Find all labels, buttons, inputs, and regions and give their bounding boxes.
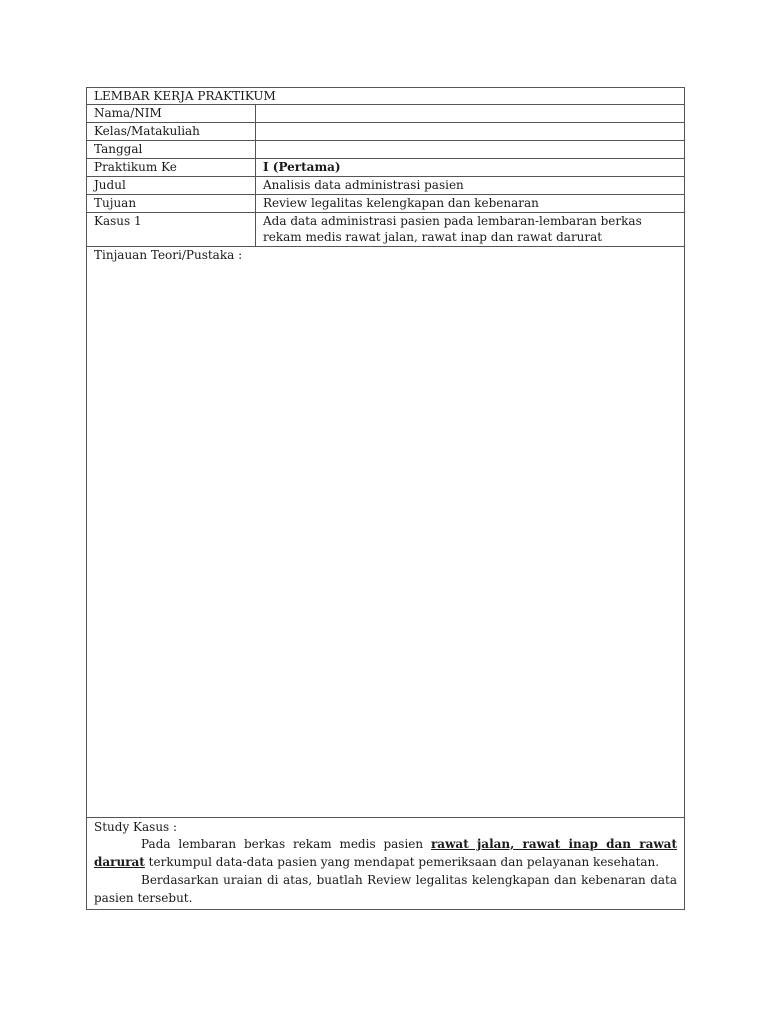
row-label: Kasus 1 — [87, 213, 256, 247]
row-value — [256, 141, 685, 159]
row-label: Kelas/Matakuliah — [87, 123, 256, 141]
study-p2-text: Berdasarkan uraian di atas, buatlah Review legalitas kelengkapan dan kebenaran data pasien tersebut. — [94, 873, 678, 905]
worksheet-title: LEMBAR KERJA PRAKTIKUM — [87, 88, 685, 105]
table-row — [87, 213, 685, 247]
study-p1-text-end: terkumpul data-data pasien yang mendapat pemeriksaan dan pelayanan kesehatan. — [144, 855, 660, 869]
row-value: Analisis data administrasi pasien — [256, 177, 685, 195]
theory-section — [87, 247, 685, 818]
worksheet-header-row — [87, 88, 685, 105]
study-p1-emphasis: rawat jalan, rawat inap dan rawat darurat — [94, 837, 677, 869]
row-value: I (Pertama) — [256, 159, 685, 177]
row-value — [256, 123, 685, 141]
theory-label: Tinjauan Teori/Pustaka : — [94, 248, 243, 262]
table-row — [87, 159, 685, 177]
row-value — [256, 105, 685, 123]
table-row — [87, 123, 685, 141]
study-row — [87, 818, 685, 910]
study-paragraph-1 — [94, 835, 677, 871]
theory-row — [87, 247, 685, 818]
table-row — [87, 105, 685, 123]
row-label: Nama/NIM — [87, 105, 256, 123]
row-label: Tanggal — [87, 141, 256, 159]
table-row — [87, 195, 685, 213]
study-title: Study Kasus : — [94, 820, 178, 834]
study-paragraph-2 — [94, 871, 677, 907]
row-label: Praktikum Ke — [87, 159, 256, 177]
row-value: Ada data administrasi pasien pada lembaran-lembaran berkas rekam medis rawat jalan, rawat inap dan rawat darurat — [256, 213, 685, 247]
table-row — [87, 141, 685, 159]
row-label: Judul — [87, 177, 256, 195]
study-section — [87, 818, 685, 910]
worksheet-table — [86, 87, 685, 910]
row-label: Tujuan — [87, 195, 256, 213]
study-p1-text: Pada lembaran berkas rekam medis pasien — [141, 837, 431, 851]
row-value: Review legalitas kelengkapan dan kebenaran — [256, 195, 685, 213]
table-row — [87, 177, 685, 195]
